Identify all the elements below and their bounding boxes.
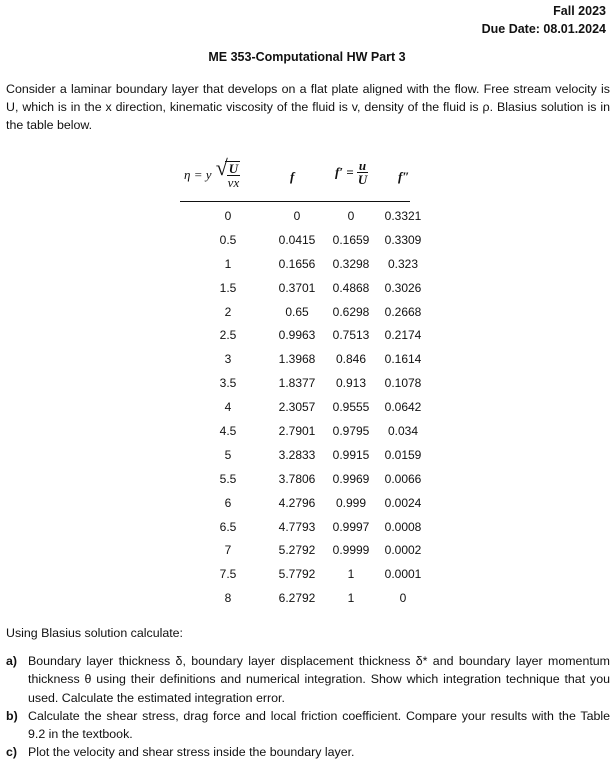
fprime-cell: 0.3298 bbox=[332, 256, 370, 271]
fprime-cell: 0.9999 bbox=[332, 543, 370, 558]
fprime-numerator: u bbox=[358, 158, 367, 173]
eta-cell: 3.5 bbox=[219, 376, 237, 391]
f-cell: 0 bbox=[293, 209, 301, 223]
fpp-cell: 0.0024 bbox=[384, 495, 422, 510]
fpp-cell: 0.0066 bbox=[384, 471, 422, 486]
eta-cell: 4 bbox=[224, 400, 232, 415]
table-row bbox=[180, 350, 422, 374]
eta-cell: 2.5 bbox=[219, 328, 237, 343]
eta-cell: 7 bbox=[224, 543, 232, 558]
fprime-cell: 0.999 bbox=[335, 495, 367, 510]
f-cell: 1.8377 bbox=[278, 376, 316, 391]
question-text: Plot the velocity and shear stress inside the boundary layer. bbox=[28, 745, 355, 760]
fpp-cell: 0 bbox=[399, 591, 407, 606]
page-title: ME 353-Computational HW Part 3 bbox=[208, 50, 406, 64]
fprime-cell: 0.4868 bbox=[332, 280, 370, 295]
table-row bbox=[180, 541, 422, 565]
question-label: c) bbox=[6, 745, 18, 760]
table-row bbox=[180, 422, 419, 446]
eta-cell: 8 bbox=[224, 591, 232, 606]
eta-cell: 5.5 bbox=[219, 471, 237, 486]
sqrt-fraction bbox=[227, 162, 240, 189]
fprime-cell: 0.9915 bbox=[332, 447, 370, 462]
table-row bbox=[180, 207, 422, 231]
blasius-table bbox=[180, 155, 422, 606]
f-cell: 4.7793 bbox=[278, 519, 316, 534]
fpp-cell: 0.2668 bbox=[384, 304, 422, 319]
f-cell: 0.1656 bbox=[278, 256, 316, 271]
fprime-cell: 0.6298 bbox=[332, 304, 370, 319]
eta-cell: 2 bbox=[224, 304, 232, 319]
f-cell: 0.9963 bbox=[278, 328, 316, 343]
f-cell: 0.3701 bbox=[278, 280, 316, 295]
fpp-cell: 0.0642 bbox=[384, 400, 422, 415]
eta-cell: 0 bbox=[224, 209, 232, 223]
questions-lead: Using Blasius solution calculate: bbox=[6, 626, 184, 640]
f-cell: 3.7806 bbox=[278, 471, 316, 486]
f-cell: 0.0415 bbox=[278, 232, 316, 247]
header-eta bbox=[184, 161, 240, 189]
question-text: Calculate the shear stress, drag force and local friction coefficient. Compare your results with the Table 9.2 in the textbook. bbox=[28, 708, 610, 742]
table-row bbox=[180, 589, 410, 613]
eta-cell: 7.5 bbox=[219, 567, 237, 582]
header-f: f bbox=[290, 169, 295, 184]
eta-cell: 4.5 bbox=[219, 424, 237, 439]
fprime-cell: 0.1659 bbox=[332, 232, 370, 247]
sqrt-symbol bbox=[225, 161, 240, 189]
f-cell: 3.2833 bbox=[278, 447, 316, 462]
table-row bbox=[180, 565, 422, 589]
eta-cell: 0.5 bbox=[219, 232, 237, 247]
table-rule bbox=[180, 201, 410, 202]
f-cell: 1.3968 bbox=[278, 352, 316, 367]
table-row bbox=[180, 231, 422, 255]
intro-paragraph: Consider a laminar boundary layer that develops on a flat plate aligned with the flow. Free stream velocity is U, which is in the x direction, kinematic viscosity of the fluid is v, density of the fluid is ρ. Blasius solution is in the table below. bbox=[6, 82, 610, 132]
fpp-cell: 0.0002 bbox=[384, 543, 422, 558]
table-row bbox=[180, 279, 422, 303]
eta-cell: 6.5 bbox=[219, 519, 237, 534]
header-fprime bbox=[335, 159, 368, 186]
fprime-cell: 0.7513 bbox=[332, 328, 370, 343]
question-label: b) bbox=[6, 708, 18, 723]
table-body bbox=[180, 207, 422, 613]
fprime-cell: 0.846 bbox=[335, 352, 367, 367]
f-cell: 5.7792 bbox=[278, 567, 316, 582]
due-date: Due Date: 08.01.2024 bbox=[481, 22, 606, 36]
eta-cell: 3 bbox=[224, 352, 232, 367]
fprime-cell: 0.9997 bbox=[332, 519, 370, 534]
f-cell: 5.2792 bbox=[278, 543, 316, 558]
fpp-cell: 0.2174 bbox=[384, 328, 422, 343]
fprime-cell: 0 bbox=[347, 209, 355, 223]
f-cell: 6.2792 bbox=[278, 591, 316, 606]
table-row bbox=[180, 494, 422, 518]
eta-cell: 1 bbox=[224, 256, 232, 271]
fpp-cell: 0.3026 bbox=[384, 280, 422, 295]
fprime-fraction bbox=[357, 159, 368, 186]
eta-cell: 6 bbox=[224, 495, 232, 510]
fpp-cell: 0.0001 bbox=[384, 567, 422, 582]
table-row bbox=[180, 398, 422, 422]
question-text: Boundary layer thickness δ, boundary layer displacement thickness δ* and boundary layer momentum thickness θ using their definitions and numerical integration. Show which integration technique that you used. Calculate the estimated integration error. bbox=[28, 654, 610, 705]
table-row bbox=[180, 303, 422, 327]
fprime-cell: 0.9555 bbox=[332, 400, 370, 415]
f-cell: 4.2796 bbox=[278, 495, 316, 510]
table-row bbox=[180, 255, 419, 279]
fpp-cell: 0.0159 bbox=[384, 447, 422, 462]
table-row bbox=[180, 326, 422, 350]
fpp-cell: 0.3309 bbox=[384, 232, 422, 247]
sqrt-numerator: √ U bbox=[228, 161, 239, 176]
fprime-cell: 1 bbox=[347, 567, 355, 582]
fprime-cell: 0.913 bbox=[335, 376, 367, 391]
fprime-cell: 0.9795 bbox=[332, 424, 370, 439]
f-cell: 2.3057 bbox=[278, 400, 316, 415]
table-row bbox=[180, 374, 422, 398]
fpp-cell: 0.1078 bbox=[384, 376, 422, 391]
fprime-denominator: U bbox=[357, 172, 368, 187]
term-label: Fall 2023 bbox=[553, 4, 606, 18]
table-row bbox=[180, 518, 422, 542]
question-item bbox=[6, 652, 610, 707]
fprime-cell: 0.9969 bbox=[332, 471, 370, 486]
table-row bbox=[180, 470, 422, 494]
header-fpp: f″ bbox=[398, 169, 410, 184]
fpp-cell: 0.323 bbox=[387, 256, 419, 271]
fpp-cell: 0.1614 bbox=[384, 352, 422, 367]
question-label: a) bbox=[6, 654, 18, 668]
question-item bbox=[6, 743, 610, 761]
fprime-lhs: f′ = bbox=[335, 164, 354, 180]
table-row bbox=[180, 446, 422, 470]
fpp-cell: 0.0008 bbox=[384, 519, 422, 534]
eta-lhs: η = y bbox=[184, 167, 212, 182]
question-item bbox=[6, 707, 610, 744]
fpp-cell: 0.3321 bbox=[384, 209, 422, 223]
fprime-cell: 1 bbox=[347, 591, 355, 606]
fpp-cell: 0.034 bbox=[387, 424, 419, 439]
eta-cell: 5 bbox=[224, 447, 232, 462]
header-info bbox=[482, 2, 606, 38]
eta-cell: 1.5 bbox=[219, 280, 237, 295]
f-cell: 0.65 bbox=[285, 304, 309, 319]
f-cell: 2.7901 bbox=[278, 424, 316, 439]
table-header bbox=[180, 155, 410, 200]
sqrt-denominator: vx bbox=[227, 175, 240, 190]
question-list bbox=[6, 652, 610, 762]
